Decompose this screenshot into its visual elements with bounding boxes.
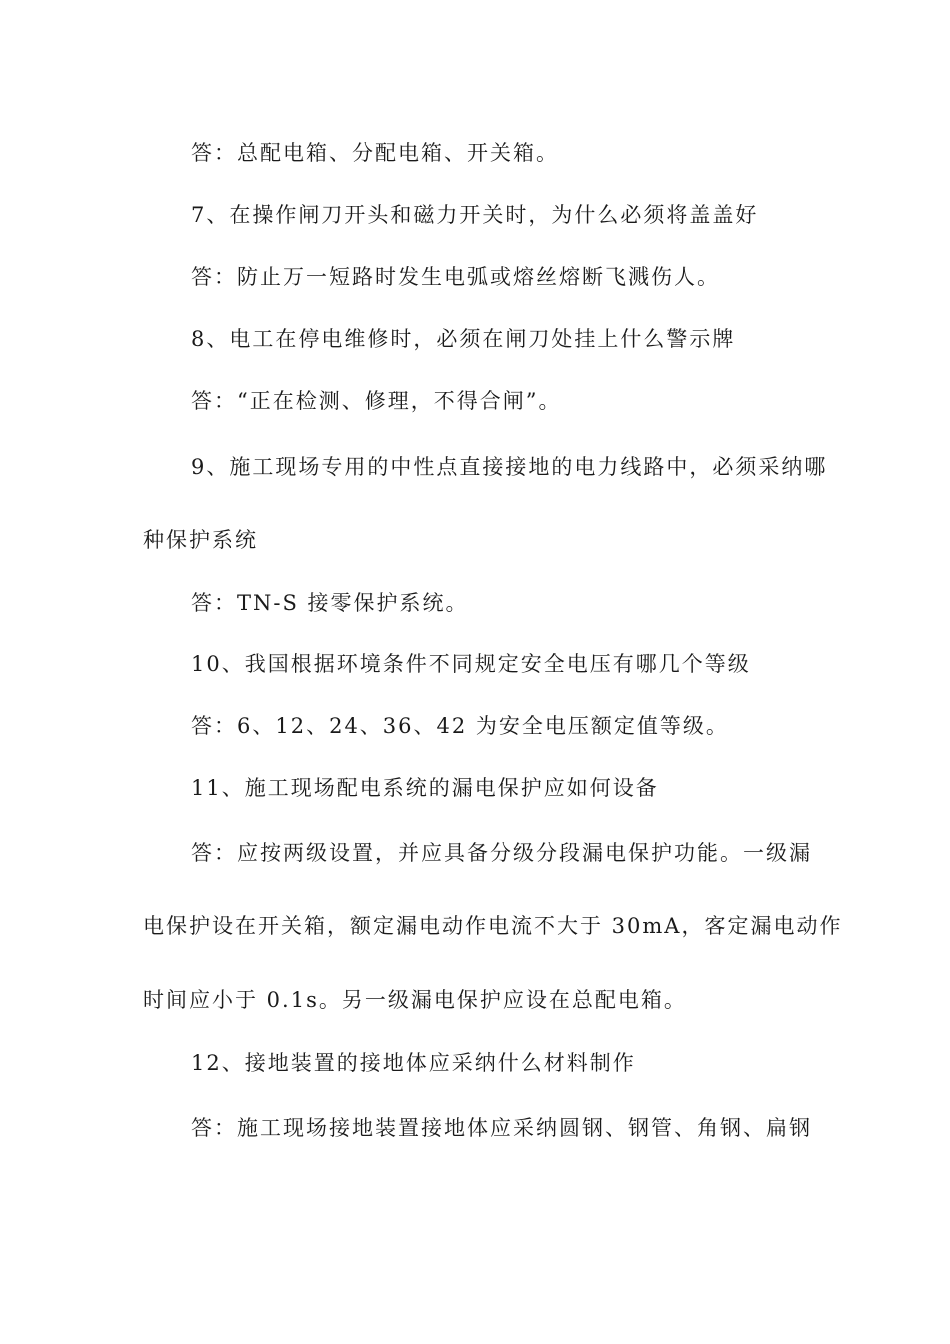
question-9-line-2: 种保护系统 — [143, 528, 258, 552]
answer-6: 答：总配电箱、分配电箱、开关箱。 — [191, 141, 559, 165]
question-12: 12、接地装置的接地体应采纳什么材料制作 — [191, 1051, 636, 1075]
answer-11-line-3: 时间应小于 0.1s。另一级漏电保护应设在总配电箱。 — [143, 988, 687, 1012]
answer-11-line-2: 电保护设在开关箱，额定漏电动作电流不大于 30mA，客定漏电动作 — [143, 914, 843, 938]
question-8: 8、电工在停电维修时，必须在闸刀处挂上什么警示牌 — [191, 327, 736, 351]
answer-9: 答：TN-S 接零保护系统。 — [191, 591, 469, 615]
answer-11-line-1: 答：应按两级设置，并应具备分级分段漏电保护功能。一级漏 — [191, 841, 812, 865]
question-11: 11、施工现场配电系统的漏电保护应如何设备 — [191, 776, 659, 800]
question-9-line-1: 9、施工现场专用的中性点直接接地的电力线路中，必须采纳哪 — [191, 455, 828, 479]
answer-7: 答：防止万一短路时发生电弧或熔丝熔断飞溅伤人。 — [191, 265, 720, 289]
question-10: 10、我国根据环境条件不同规定安全电压有哪几个等级 — [191, 652, 751, 676]
answer-8: 答：“正在检测、修理，不得合闸”。 — [191, 389, 562, 413]
question-7: 7、在操作闸刀开头和磁力开关时，为什么必须将盖盖好 — [191, 203, 759, 227]
answer-12-line-1: 答：施工现场接地装置接地体应采纳圆钢、钢管、角钢、扁钢 — [191, 1116, 812, 1140]
answer-10: 答：6、12、24、36、42 为安全电压额定值等级。 — [191, 714, 729, 738]
